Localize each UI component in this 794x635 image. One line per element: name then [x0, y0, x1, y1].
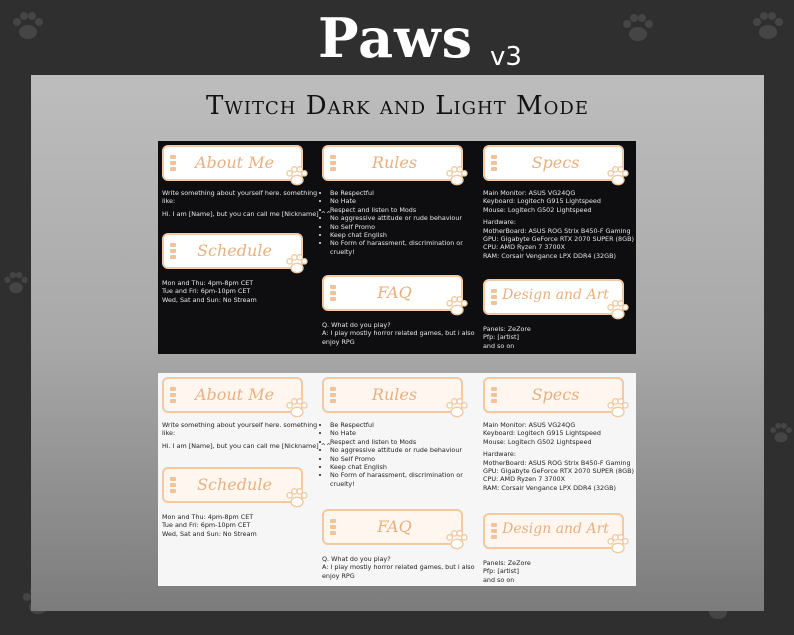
panel-title: About Me — [194, 153, 275, 172]
text-line: Pfp: [artist] — [483, 333, 519, 342]
panel-title: Specs — [531, 385, 580, 404]
list-item: • Be Respectful — [330, 421, 463, 429]
panel-title: Rules — [371, 153, 418, 172]
text-line: Panels: ZeZore — [483, 559, 531, 567]
text-line: Wed, Sat and Sun: No Stream — [162, 295, 257, 304]
text-line: A: I play mostly horror related games, but i also — [322, 329, 475, 338]
list-item: • Keep chat English — [330, 231, 463, 239]
panel-title: FAQ — [377, 517, 412, 536]
text-line: A: I play mostly horror related games, but i also — [322, 563, 475, 572]
text-line: Panels: ZeZore — [483, 325, 531, 333]
paw-print-icon — [2, 270, 30, 296]
list-item: • Respect and listen to Mods — [330, 438, 463, 446]
list-item: • No Form of harassment, discrimination or — [330, 239, 463, 247]
panel-title: About Me — [194, 385, 275, 404]
rules-panel-header — [322, 145, 463, 181]
about-me-panel-header — [162, 377, 303, 413]
specs-panel-header — [483, 145, 624, 181]
paw-icon — [445, 529, 469, 551]
text-line: and so on — [483, 341, 515, 350]
text-line: Mon and Thu: 4pm-8pm CET — [162, 513, 254, 521]
faq-text — [322, 555, 475, 580]
text-line: GPU: Gigabyte GeForce RTX 2070 SUPER (8GB) — [483, 235, 634, 244]
text-line: Main Monitor: ASUS VG24QG — [483, 189, 576, 197]
faq-text — [322, 321, 475, 346]
panel-title: Design and Art — [502, 287, 609, 303]
list-item: • No Form of harassment, discrimination or — [330, 471, 463, 479]
paw-icon — [445, 295, 469, 317]
list-item: • No Self Promo — [330, 455, 463, 463]
version-label: v3 — [490, 42, 522, 72]
text-line: Mon and Thu: 4pm-8pm CET — [162, 279, 254, 287]
text-line: Hardware: — [483, 218, 517, 227]
text-line: Tue and Fri: 6pm-10pm CET — [162, 521, 251, 530]
list-item: • No Hate — [330, 197, 463, 205]
rules-panel-header — [322, 377, 463, 413]
rules-list — [322, 421, 463, 488]
list-item: • No aggressive attitude or rude behaviour — [330, 214, 463, 222]
text-line: Tue and Fri: 6pm-10pm CET — [162, 287, 251, 296]
list-item: • Keep chat English — [330, 463, 463, 471]
list-item: • No Self Promo — [330, 223, 463, 231]
design-text — [483, 559, 531, 584]
panel-title: Rules — [371, 385, 418, 404]
design-panel-header — [483, 513, 624, 549]
paw-icon — [285, 397, 309, 419]
panel-title: Design and Art — [502, 521, 609, 537]
list-item: • Be Respectful — [330, 189, 463, 197]
text-line: enjoy RPG — [322, 337, 355, 346]
text-line: cruelty! — [330, 479, 355, 488]
text-line: like: — [162, 429, 176, 438]
list-item: • No aggressive attitude or rude behaviour — [330, 446, 463, 454]
logo-text: Paws — [318, 6, 474, 70]
text-line: Main Monitor: ASUS VG24QG — [483, 421, 576, 429]
text-line: enjoy RPG — [322, 571, 355, 580]
paw-icon — [445, 165, 469, 187]
text-line: MotherBoard: ASUS ROG Strix B450-F Gaming — [483, 458, 631, 467]
panel-title: Specs — [531, 153, 580, 172]
paw-icon — [606, 397, 630, 419]
about-me-panel-header — [162, 145, 303, 181]
page-subtitle: Twitch Dark and Light Mode — [206, 91, 589, 121]
paw-icon — [285, 487, 309, 509]
text-line: Mouse: Logitech G502 Lightspeed — [483, 437, 592, 446]
header — [0, 0, 794, 75]
text-line: Write something about yourself here. something — [162, 189, 318, 197]
panel-title: FAQ — [377, 283, 412, 302]
paw-icon — [445, 397, 469, 419]
panel-title: Schedule — [197, 475, 272, 494]
specs-text — [483, 421, 634, 492]
paw-icon — [285, 253, 309, 275]
schedule-panel-header — [162, 233, 303, 269]
text-line: Wed, Sat and Sun: No Stream — [162, 529, 257, 538]
text-line: Keyboard: Logitech G915 Lightspeed — [483, 197, 601, 206]
dark-mode-preview — [158, 141, 636, 354]
text-line: CPU: AMD Ryzen 7 3700X — [483, 475, 565, 484]
design-text — [483, 325, 531, 350]
paw-icon — [606, 533, 630, 555]
text-line: cruelty! — [330, 247, 355, 256]
paw-icon — [606, 165, 630, 187]
paw-print-icon — [768, 420, 794, 446]
text-line: Pfp: [artist] — [483, 567, 519, 576]
text-line: Mouse: Logitech G502 Lightspeed — [483, 205, 592, 214]
text-line: RAM: Corsair Vengance LPX DDR4 (32GB) — [483, 251, 616, 260]
schedule-text — [162, 279, 257, 304]
text-line: and so on — [483, 575, 515, 584]
text-line: Keyboard: Logitech G915 Lightspeed — [483, 429, 601, 438]
text-line: Q. What do you play? — [322, 321, 391, 329]
text-line: CPU: AMD Ryzen 7 3700X — [483, 243, 565, 252]
text-line: Write something about yourself here. something — [162, 421, 318, 429]
paw-icon — [606, 299, 630, 321]
list-item: • No Hate — [330, 429, 463, 437]
paw-icon — [285, 165, 309, 187]
rules-list — [322, 189, 463, 256]
schedule-panel-header — [162, 467, 303, 503]
specs-text — [483, 189, 634, 260]
about-text — [162, 421, 331, 450]
list-item: • Respect and listen to Mods — [330, 206, 463, 214]
text-line: Hi. I am [Name], but you can call me [Nickname] ^^ — [162, 209, 332, 218]
text-line: MotherBoard: ASUS ROG Strix B450-F Gaming — [483, 226, 631, 235]
faq-panel-header — [322, 275, 463, 311]
text-line: Q. What do you play? — [322, 555, 391, 563]
text-line: GPU: Gigabyte GeForce RTX 2070 SUPER (8GB) — [483, 467, 634, 476]
text-line: Hi. I am [Name], but you can call me [Nickname] ^^ — [162, 441, 332, 450]
text-line: RAM: Corsair Vengance LPX DDR4 (32GB) — [483, 483, 616, 492]
light-mode-preview — [158, 373, 636, 586]
about-text — [162, 189, 331, 218]
preview-panel — [31, 75, 764, 611]
schedule-text — [162, 513, 257, 538]
design-panel-header — [483, 279, 624, 315]
text-line: like: — [162, 197, 176, 206]
specs-panel-header — [483, 377, 624, 413]
faq-panel-header — [322, 509, 463, 545]
text-line: Hardware: — [483, 450, 517, 459]
panel-title: Schedule — [197, 241, 272, 260]
